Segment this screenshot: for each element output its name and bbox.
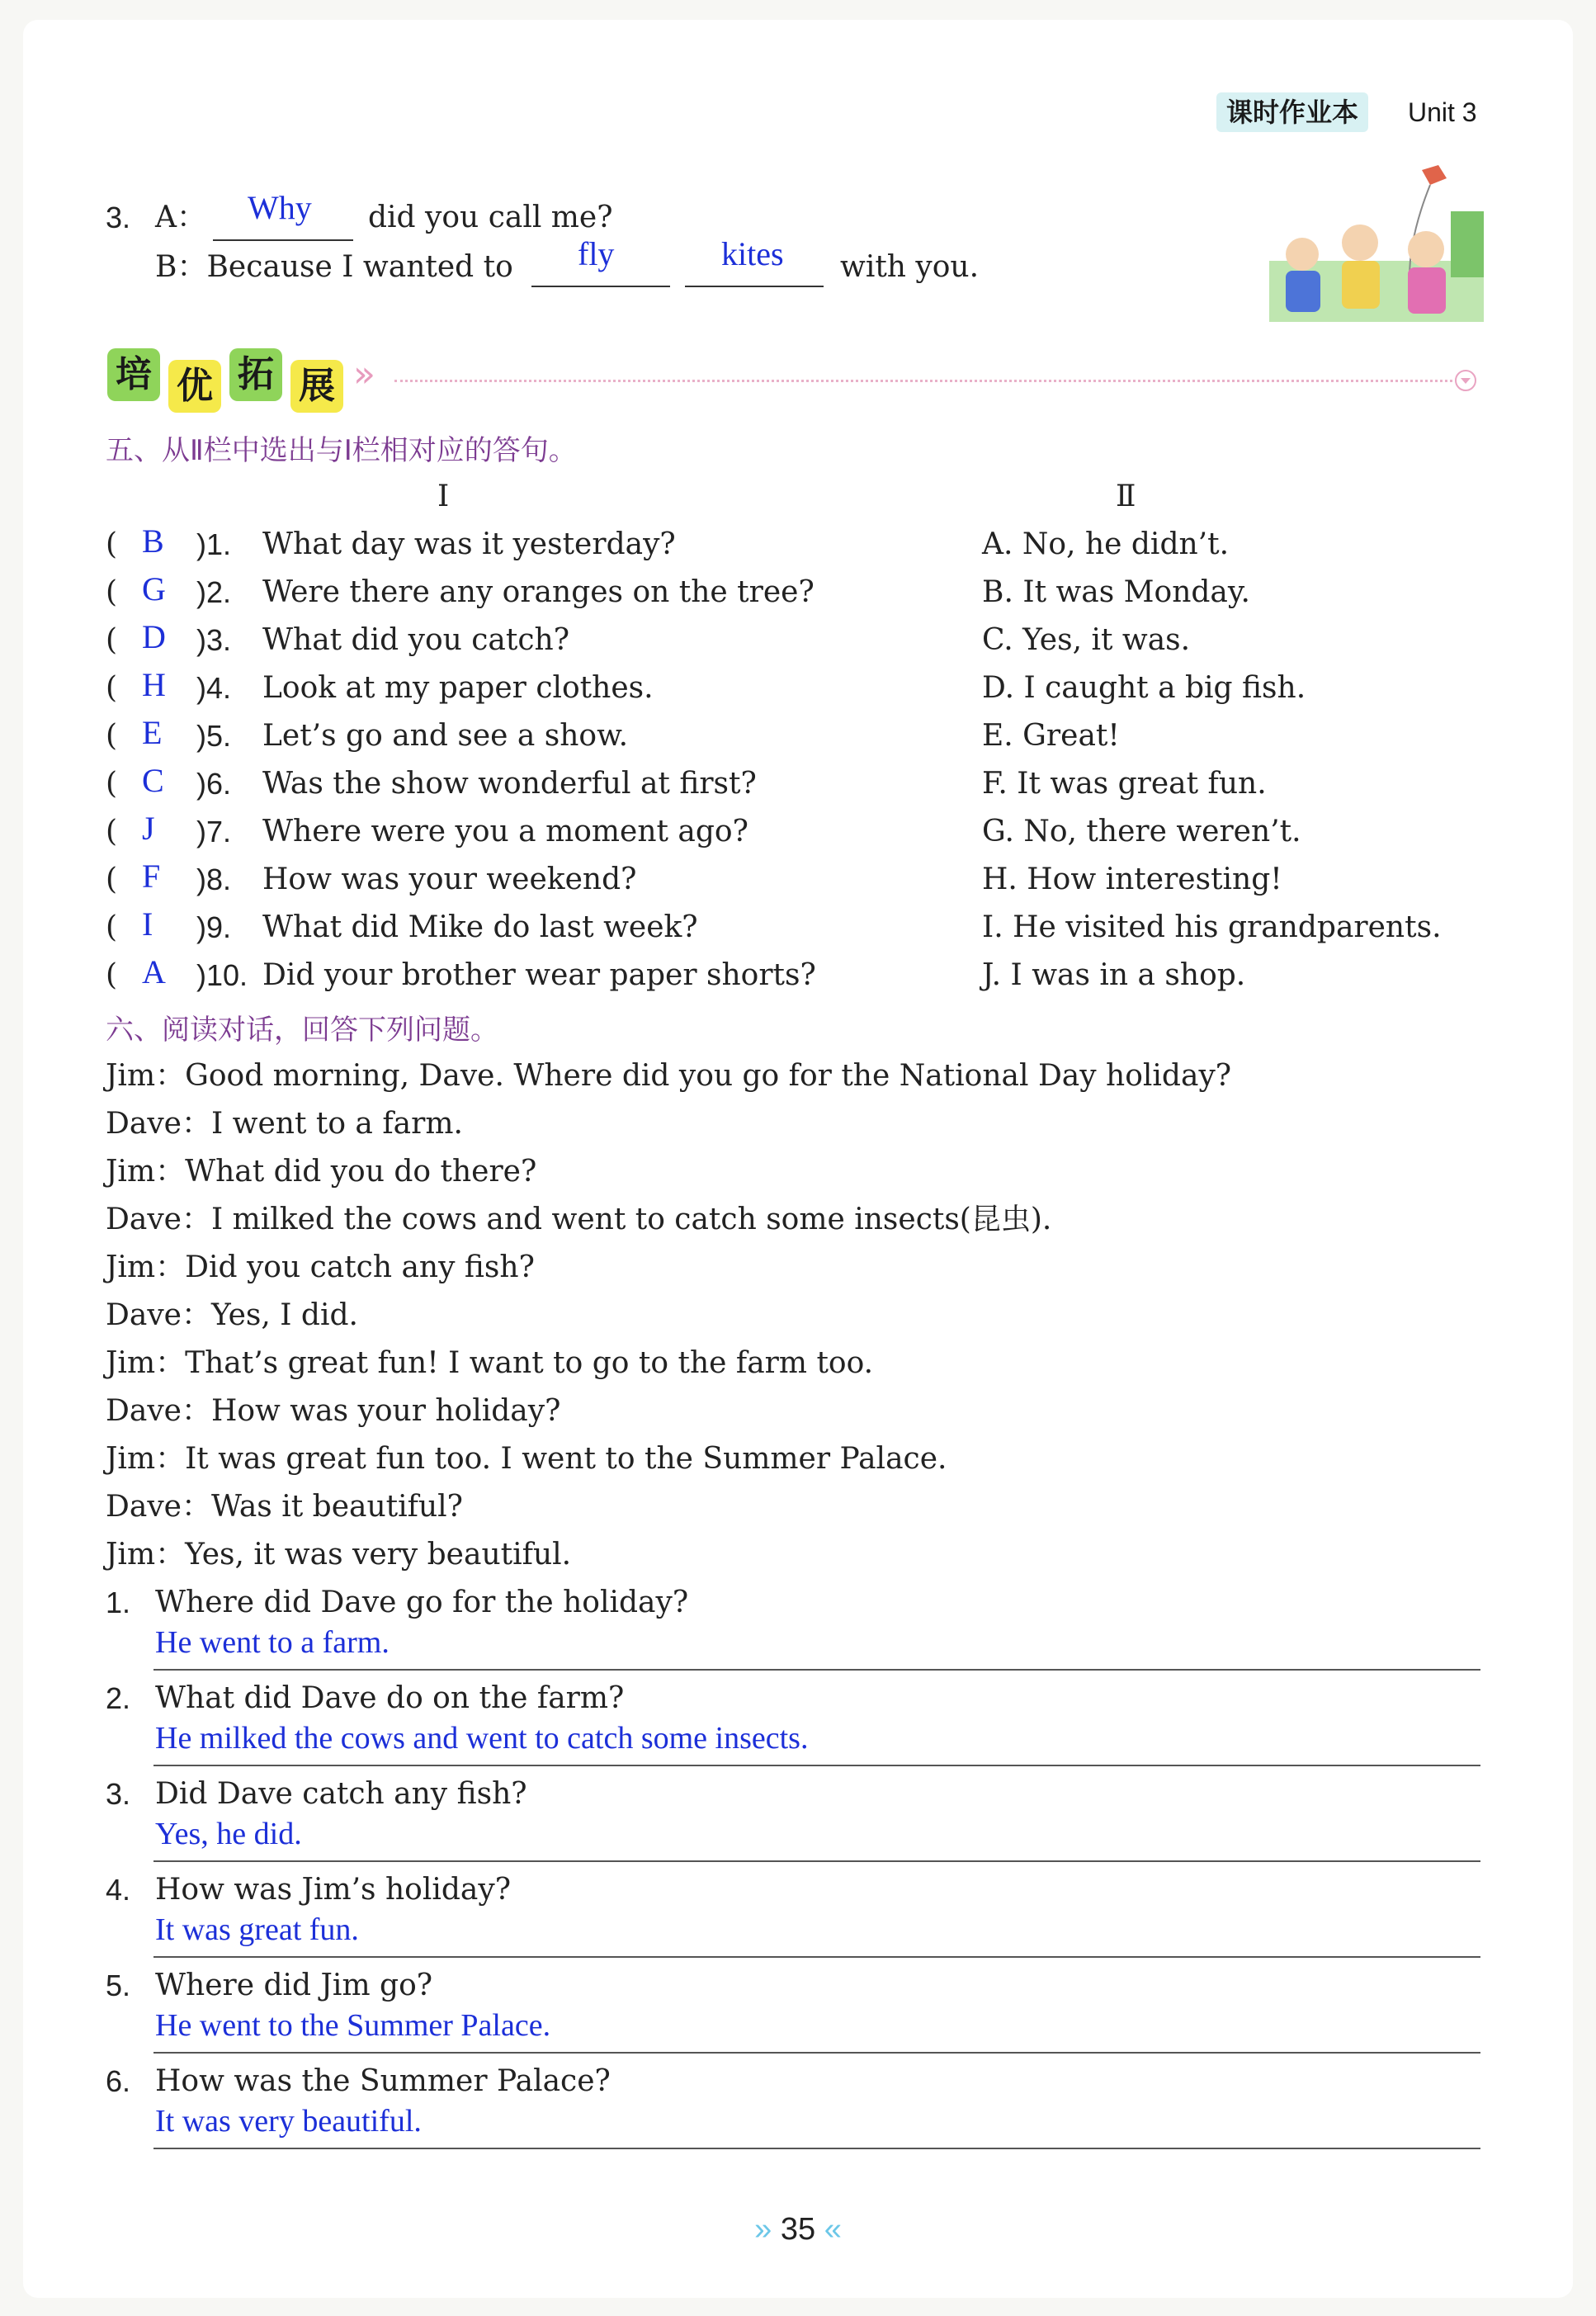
chevron-down-icon [1454,369,1477,392]
dialogue-line: Jim：Did you catch any fish? [106,1250,535,1284]
q3-answer-kites: kites [721,235,784,272]
page-number-value: 35 [780,2212,816,2247]
q3-number: 3. [106,201,131,234]
dialogue-line: Dave：I went to a farm. [106,1107,463,1141]
answer-text: It was very beautiful. [155,2104,422,2139]
banner-arrows: » [353,353,375,395]
banner-char-4: 展 [290,360,343,413]
dialogue-line: Jim：Good morning, Dave. Where did you go for the National Day holiday? [106,1059,1232,1093]
matching-answer: B [142,522,164,560]
question-number: 4. [106,1873,131,1907]
item-number: )3. [196,623,232,657]
matching-answer: F [142,858,161,895]
q3-answer-fly: fly [578,235,615,272]
paren-open: ( [106,863,118,896]
section5-title: 五、从Ⅱ栏中选出与Ⅰ栏相对应的答句。 [106,434,577,467]
answer-line [153,1669,1480,1671]
dialogue-line: Jim：That’s great fun! I want to go to the farm too. [106,1346,874,1380]
question-number: 3. [106,1777,131,1811]
paren-open: ( [106,719,118,753]
chevron-right-icon: » [754,2212,772,2247]
question-text: Did Dave catch any fish? [155,1777,527,1811]
paren-open: ( [106,623,118,657]
item-number: )6. [196,767,232,801]
kids-flying-kite-illustration [1269,162,1484,322]
paren-open: ( [106,767,118,801]
matching-question: Look at my paper clothes. [262,671,654,705]
banner-char-2: 优 [168,360,221,413]
q3-answer-why: Why [248,189,312,226]
matching-question: Was the show wonderful at first? [262,767,757,801]
q3-blank-3 [685,286,824,287]
dialogue-line: Jim：Yes, it was very beautiful. [106,1538,572,1572]
matching-question: What day was it yesterday? [262,527,676,561]
paren-open: ( [106,958,118,992]
q3-b-text: B：Because I wanted to [155,250,513,284]
page-number [0,2212,1596,2247]
question-number: 6. [106,2064,131,2098]
q3-blank-1 [213,239,353,241]
paren-open: ( [106,527,118,561]
dialogue-line: Dave：Yes, I did. [106,1298,358,1332]
question-number: 5. [106,1969,131,2002]
matching-option: G. No, there weren’t. [982,815,1301,848]
matching-option: A. No, he didn’t. [982,527,1230,561]
matching-answer: G [142,570,166,607]
item-number: )7. [196,815,232,848]
item-number: )10. [196,958,248,992]
matching-option: C. Yes, it was. [982,623,1191,657]
matching-question: What did you catch? [262,623,569,657]
dialogue-line: Dave：Was it beautiful? [106,1490,463,1524]
q3-a-rest: did you call me? [368,201,613,234]
matching-answer: D [142,618,166,655]
question-text: Where did Dave go for the holiday? [155,1586,689,1619]
item-number: )5. [196,719,232,753]
item-number: )1. [196,527,232,561]
matching-option: J. I was in a shop. [982,958,1246,992]
question-text: How was Jim’s holiday? [155,1873,511,1907]
matching-question: Did your brother wear paper shorts? [262,958,816,992]
matching-question: What did Mike do last week? [262,910,698,944]
unit-label: Unit 3 [1408,97,1477,127]
matching-question: How was your weekend? [262,863,637,896]
answer-text: He went to a farm. [155,1625,390,1660]
paren-open: ( [106,815,118,848]
column-2-header: Ⅱ [1116,480,1136,513]
banner-dotted-rule [394,380,1452,382]
section6-title: 六、阅读对话，回答下列问题。 [106,1014,498,1047]
item-number: )4. [196,671,232,705]
matching-answer: J [142,810,155,847]
item-number: )9. [196,910,232,944]
dialogue-line: Dave：I milked the cows and went to catch some insects(昆虫). [106,1203,1052,1236]
answer-line [153,2148,1480,2149]
banner-char-1: 培 [107,348,160,401]
paren-open: ( [106,671,118,705]
item-number: )2. [196,575,232,609]
answer-text: Yes, he did. [155,1817,302,1851]
matching-answer: A [142,953,166,990]
matching-option: D. I caught a big fish. [982,671,1306,705]
question-text: How was the Summer Palace? [155,2064,611,2098]
answer-line [153,1956,1480,1958]
q3-a-label: A： [155,201,206,234]
matching-answer: E [142,714,163,751]
question-text: What did Dave do on the farm? [155,1681,625,1715]
matching-option: H. How interesting! [982,863,1282,896]
matching-answer: H [142,666,166,703]
answer-text: He went to the Summer Palace. [155,2008,551,2043]
question-number: 1. [106,1586,131,1619]
matching-option: B. It was Monday. [982,575,1250,609]
item-number: )8. [196,863,232,896]
chevron-left-icon: « [824,2212,842,2247]
answer-line [153,1860,1480,1862]
matching-answer: I [142,905,153,943]
dialogue-line: Jim：What did you do there? [106,1155,537,1189]
dialogue-line: Jim：It was great fun too. I went to the Summer Palace. [106,1442,947,1476]
dialogue-line: Dave：How was your holiday? [106,1394,561,1428]
answer-text: He milked the cows and went to catch some insects. [155,1721,809,1756]
paren-open: ( [106,910,118,944]
matching-question: Were there any oranges on the tree? [262,575,815,609]
answer-line [153,2052,1480,2054]
matching-option: I. He visited his grandparents. [982,910,1442,944]
column-1-header: Ⅰ [437,480,450,513]
banner-char-3: 拓 [229,348,282,401]
matching-option: E. Great! [982,719,1120,753]
answer-line [153,1765,1480,1766]
q3-b-rest: with you. [840,250,980,284]
answer-text: It was great fun. [155,1912,359,1947]
matching-question: Where were you a moment ago? [262,815,748,848]
matching-option: F. It was great fun. [982,767,1267,801]
matching-question: Let’s go and see a show. [262,719,629,753]
q3-blank-2 [531,286,670,287]
question-number: 2. [106,1681,131,1715]
paren-open: ( [106,575,118,609]
workbook-badge: 课时作业本 [1216,92,1368,132]
matching-answer: C [142,762,164,799]
question-text: Where did Jim go? [155,1969,433,2002]
